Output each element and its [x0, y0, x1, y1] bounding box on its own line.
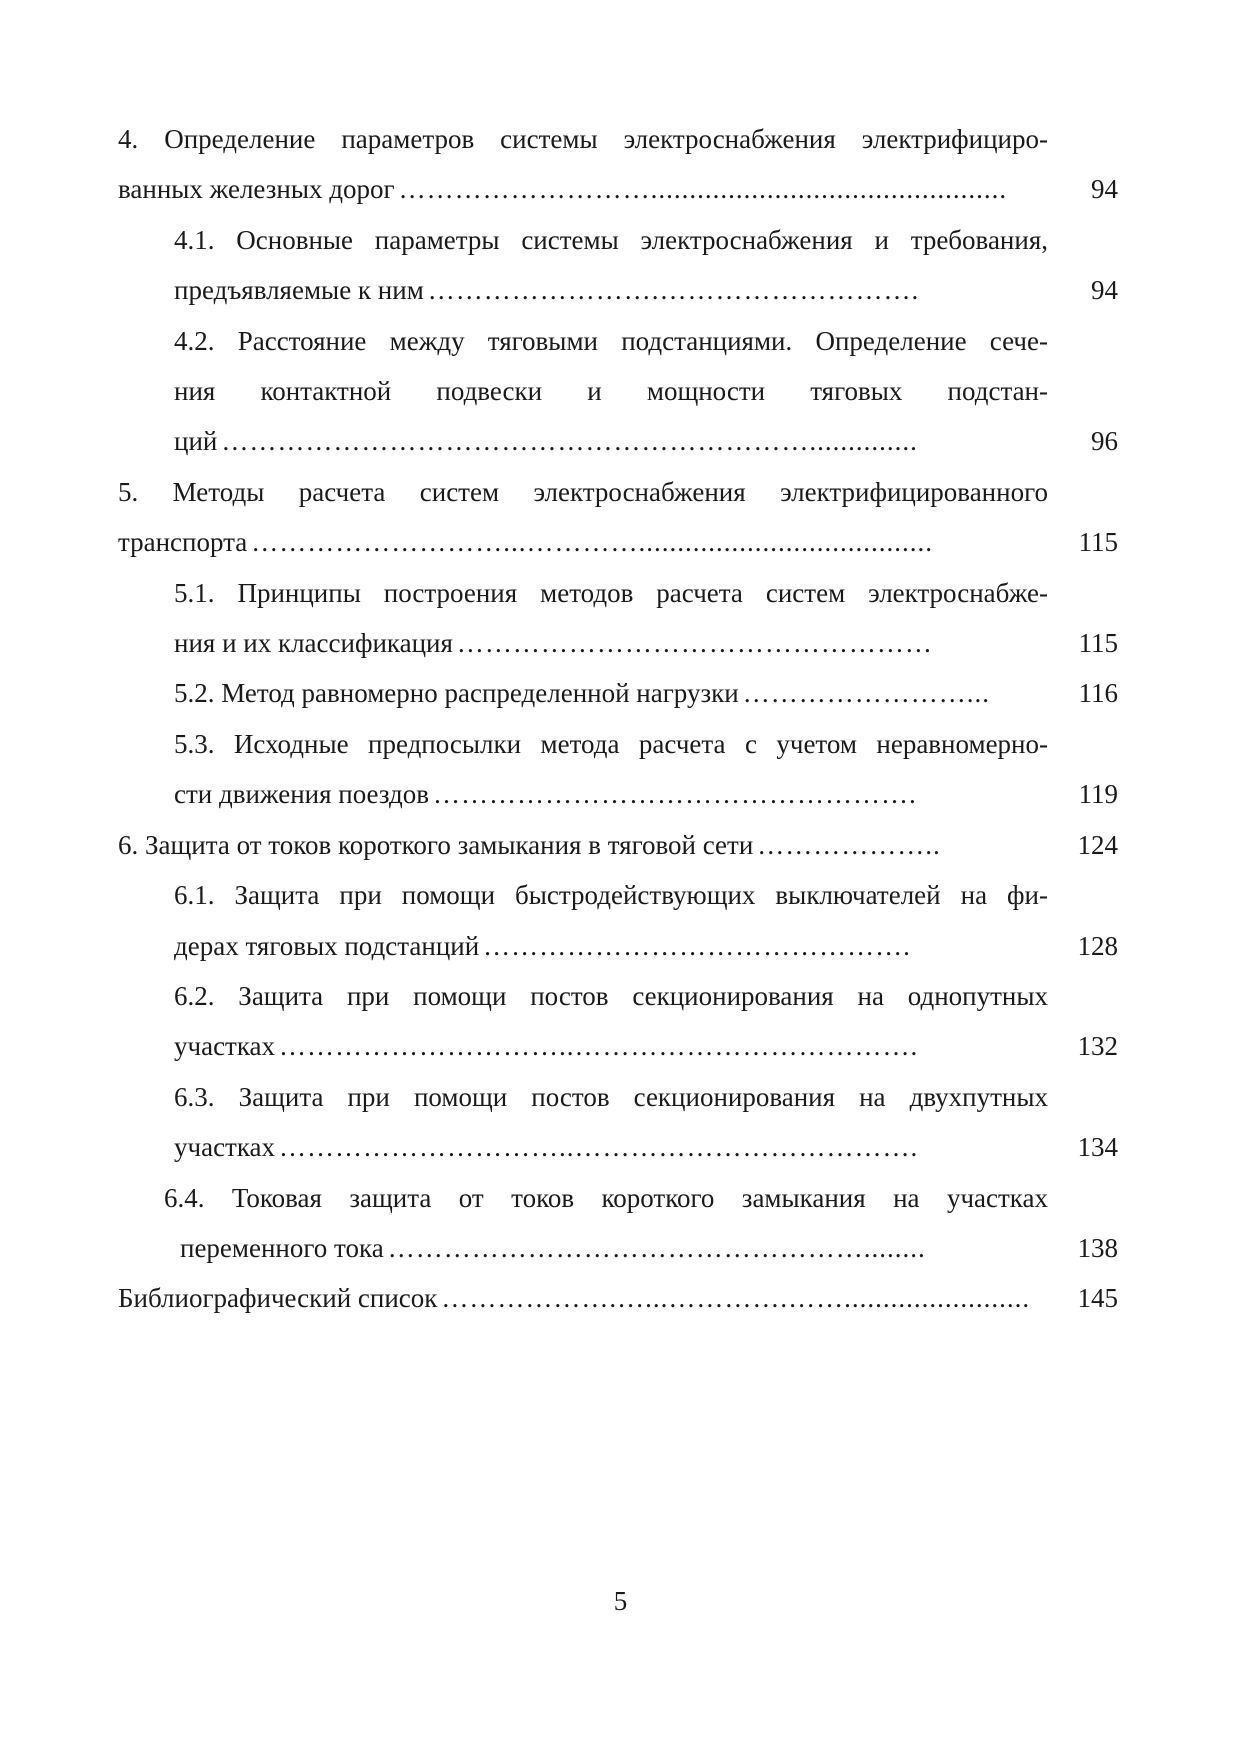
- toc-entry-title-end: транспорта: [118, 527, 248, 558]
- toc-page-number: 94: [1091, 275, 1118, 306]
- toc-entry-title-end: переменного тока: [180, 1232, 384, 1263]
- toc-entry-bibliography: [118, 1273, 1118, 1323]
- toc-entry-title-end: ванных железных дорог: [118, 174, 395, 205]
- toc-page-number: 115: [1078, 527, 1118, 558]
- toc-entry-title-line: 5.1. Принципы построения методов расчета систем электроснабже-: [174, 577, 1048, 608]
- toc-entry-title-line: 5.3. Исходные предпосылки метода расчета с учетом неравномерно-: [174, 728, 1048, 759]
- toc-entry-title-line: 6.2. Защита при помощи постов секционирования на однопутных: [174, 980, 1048, 1011]
- toc-entry-title-end: сти движения поездов: [174, 779, 430, 810]
- page-number: 5: [613, 1586, 628, 1616]
- toc-entry-title-end: участках: [174, 1031, 276, 1062]
- dot-leader: ………………..: [757, 829, 941, 860]
- dot-leader: ……………………………………………........: [387, 1232, 926, 1263]
- toc-entry-title-end: ций: [174, 426, 218, 457]
- toc-page-number: 116: [1078, 678, 1118, 709]
- dot-leader: …………………………..……………………………….: [279, 1132, 919, 1163]
- toc-page-number: 128: [1077, 930, 1118, 961]
- toc-entry-title-line: 6.4. Токовая защита от токов короткого замыкания на участках: [164, 1182, 1048, 1213]
- toc-page-number: 115: [1078, 628, 1118, 659]
- toc-entry-title-end: 5.2. Метод равномерно распределенной нагрузки: [174, 678, 739, 709]
- toc-entry-title-line: 6.3. Защита при помощи постов секционирования на двухпутных: [174, 1081, 1048, 1112]
- toc-entry-4-2: [174, 316, 1118, 467]
- dot-leader: …………………………..……………………………….: [279, 1031, 919, 1062]
- toc-page-number: 134: [1077, 1132, 1118, 1163]
- dot-leader: …………………….……………………….: [427, 275, 920, 306]
- toc-entry-6-3: [174, 1072, 1118, 1173]
- toc-entry-title-line: 4.1. Основные параметры системы электроснабжения и требования,: [174, 224, 1048, 255]
- toc-entry-5-3: [174, 719, 1118, 820]
- dot-leader: ………………………………………………………..............: [221, 426, 918, 457]
- toc-entry-title-end: 6. Защита от токов короткого замыкания в тяговой сети: [118, 829, 754, 860]
- dot-leader: ………………………..............................................: [398, 174, 1008, 205]
- toc-page-number: 138: [1077, 1232, 1118, 1263]
- toc-entry-title-line: ния контактной подвески и мощности тяговых подстан-: [174, 376, 1048, 407]
- toc-entry-title-end: участках: [174, 1132, 276, 1163]
- dot-leader: ………………………...…………......................................: [251, 527, 934, 558]
- toc-page-number: 132: [1077, 1031, 1118, 1062]
- toc-entry-5-1: [174, 568, 1118, 669]
- toc-entry-title-end: предъявляемые к ним: [174, 275, 424, 306]
- toc-entry-title-end: дерах тяговых подстанций: [174, 930, 480, 961]
- toc-entry-title-end: ния и их классификация: [174, 628, 453, 659]
- dot-leader: …………………………………………….: [433, 779, 917, 810]
- dot-leader: ……………………...: [742, 678, 990, 709]
- toc-page-number: 119: [1078, 779, 1118, 810]
- toc-entry-4: [118, 114, 1118, 215]
- toc-entry-5-2: [174, 668, 1118, 718]
- toc-entry-title-line: 6.1. Защита при помощи быстродействующих выключателей на фи-: [174, 880, 1048, 911]
- toc-page-number: 96: [1091, 426, 1118, 457]
- dot-leader: ……………….…...………….……........................: [441, 1283, 1031, 1314]
- toc-entry-title-line: 4. Определение параметров системы электроснабжения электрифициро-: [118, 124, 1048, 154]
- toc-entry-6-2: [174, 971, 1118, 1072]
- toc-page-number: 124: [1077, 829, 1118, 860]
- dot-leader: ……………………………………………: [456, 628, 933, 659]
- dot-leader: ……………………………………….: [483, 930, 911, 961]
- toc-page-number: 145: [1077, 1283, 1118, 1314]
- toc-entry-6: [118, 820, 1118, 870]
- toc-entry-title-line: 4.2. Расстояние между тяговыми подстанциями. Определение сече-: [174, 325, 1048, 356]
- toc-entry-title-line: 5. Методы расчета систем электроснабжения электрифицированного: [118, 476, 1048, 507]
- toc-entry-6-4: [164, 1173, 1118, 1274]
- table-of-contents: [118, 114, 1118, 1324]
- toc-entry-5: [118, 467, 1118, 568]
- toc-entry-title-end: Библиографический список: [118, 1283, 438, 1314]
- toc-page-number: 94: [1091, 174, 1118, 205]
- toc-entry-6-1: [174, 870, 1118, 971]
- toc-entry-4-1: [174, 215, 1118, 316]
